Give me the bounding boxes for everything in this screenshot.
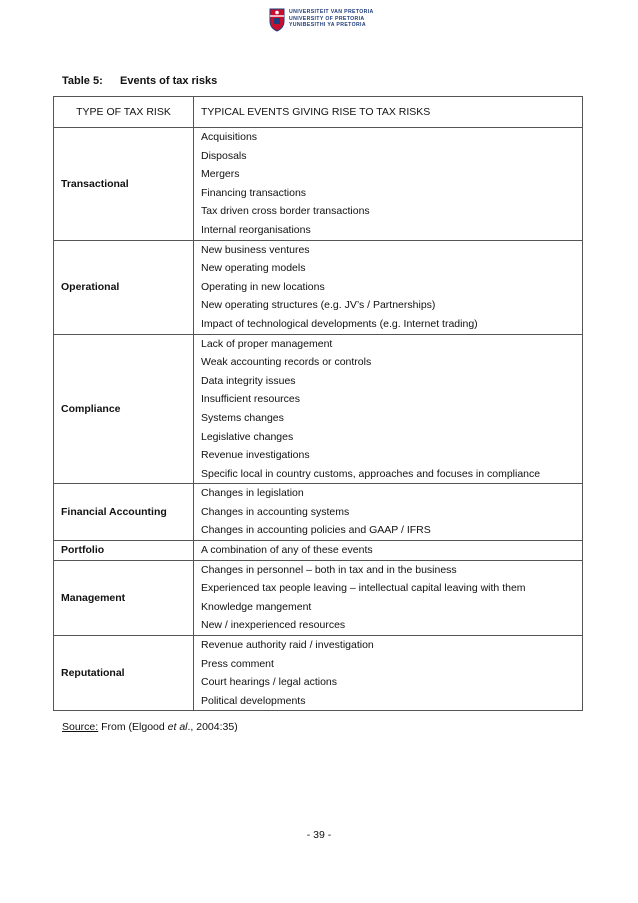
tax-risks-table [53, 96, 583, 711]
risk-event: Changes in accounting systems [201, 505, 350, 518]
risk-event: Legislative changes [201, 430, 294, 443]
risk-event: Tax driven cross border transactions [201, 205, 370, 218]
risk-event: New / inexperienced resources [201, 619, 346, 632]
risk-events-cell [194, 560, 583, 635]
risk-event: Financing transactions [201, 186, 307, 199]
source-note [62, 721, 238, 733]
risk-event: Press comment [201, 657, 274, 670]
risk-event: Knowledge mangement [201, 600, 312, 613]
table-row [54, 334, 583, 484]
risk-event: New business ventures [201, 243, 310, 256]
table-row [54, 560, 583, 635]
risk-event: Internal reorganisations [201, 223, 311, 236]
tax-risk-type: Reputational [54, 636, 194, 711]
risk-event: Weak accounting records or controls [201, 356, 372, 369]
table-title: Events of tax risks [120, 75, 218, 87]
tax-risk-type: Management [54, 560, 194, 635]
tax-risk-type: Compliance [54, 334, 194, 484]
risk-event: Political developments [201, 694, 306, 707]
page-number: - 39 - [306, 829, 332, 841]
risk-event: Mergers [201, 168, 240, 181]
table-caption [62, 75, 217, 87]
source-label: Source: [62, 721, 99, 733]
university-crest-icon [269, 8, 285, 32]
risk-event: Specific local in country customs, approaches and focuses in compliance [201, 467, 541, 480]
table-row [54, 128, 583, 241]
risk-events-cell [194, 334, 583, 484]
risk-event: New operating models [201, 262, 306, 275]
risk-event: Revenue investigations [201, 449, 310, 462]
risk-event: New operating structures (e.g. JV’s / Partnerships) [201, 299, 436, 312]
table-row [54, 541, 583, 561]
risk-event: Insufficient resources [201, 393, 301, 406]
risk-event: Revenue authority raid / investigation [201, 639, 374, 652]
risk-event: Systems changes [201, 411, 284, 424]
university-name-english: UNIVERSITY OF PRETORIA [289, 15, 365, 22]
risk-events-cell [194, 636, 583, 711]
risk-events-cell [194, 484, 583, 541]
risk-event: Experienced tax people leaving – intellectual capital leaving with them [201, 582, 526, 595]
table-number: Table 5: [62, 75, 103, 87]
source-text-before: From (Elgood [98, 721, 168, 733]
tax-risk-type: Financial Accounting [54, 484, 194, 541]
risk-event: A combination of any of these events [201, 544, 373, 557]
source-text-after: ., 2004:35) [187, 721, 238, 733]
table-row [54, 240, 583, 334]
column-header-events: TYPICAL EVENTS GIVING RISE TO TAX RISKS [194, 97, 583, 128]
tax-risk-type: Portfolio [54, 541, 194, 561]
university-header [0, 6, 638, 38]
source-et-al: et al [167, 721, 188, 733]
risk-event: Court hearings / legal actions [201, 676, 337, 689]
risk-event: Changes in accounting policies and GAAP / IFRS [201, 524, 431, 537]
risk-events-cell [194, 240, 583, 334]
tax-risk-type: Operational [54, 240, 194, 334]
university-name-afrikaans: UNIVERSITEIT VAN PRETORIA [289, 9, 374, 15]
table-row [54, 484, 583, 541]
risk-event: Operating in new locations [201, 280, 325, 293]
table-row [54, 636, 583, 711]
university-name [289, 9, 374, 29]
risk-event: Changes in legislation [201, 487, 304, 500]
risk-events-cell [194, 541, 583, 561]
risk-event: Impact of technological developments (e.g. Internet trading) [201, 317, 478, 330]
risk-event: Lack of proper management [201, 337, 333, 350]
table-body [54, 128, 583, 711]
risk-event: Changes in personnel – both in tax and in the business [201, 563, 457, 576]
risk-event: Data integrity issues [201, 374, 296, 387]
university-name-sepedi: YUNIBESITHI YA PRETORIA [289, 22, 366, 29]
column-header-type: TYPE OF TAX RISK [54, 97, 194, 128]
risk-event: Disposals [201, 149, 247, 162]
tax-risk-type: Transactional [54, 128, 194, 241]
risk-event: Acquisitions [201, 131, 258, 143]
risk-events-cell [194, 128, 583, 241]
table-header-row [54, 97, 583, 128]
